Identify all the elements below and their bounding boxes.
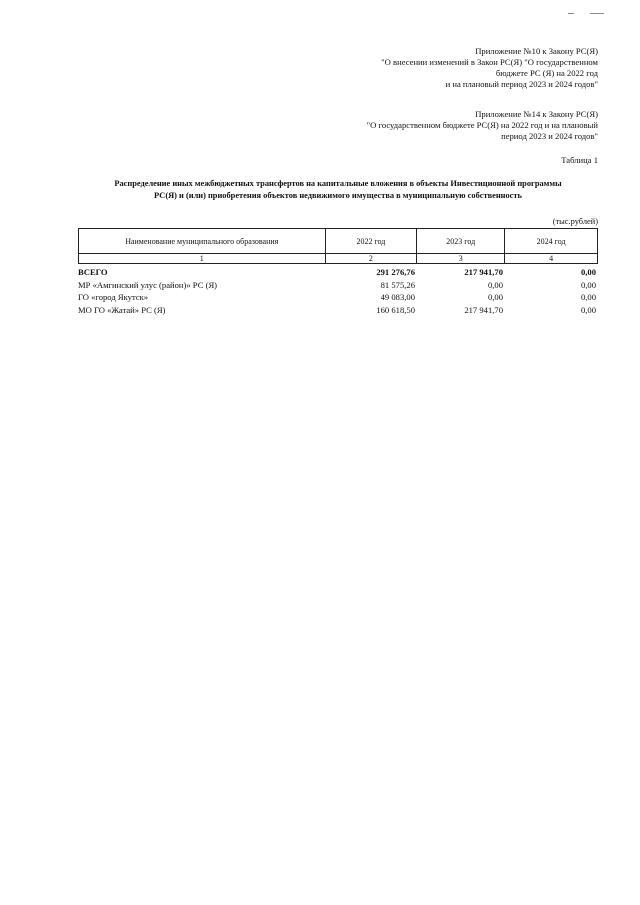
row-value-2022: 81 575,26 bbox=[380, 279, 415, 290]
table-row-total bbox=[78, 266, 598, 279]
document-title bbox=[78, 178, 598, 202]
row-value-2024: 0,00 bbox=[580, 267, 596, 278]
row-value-2023: 0,00 bbox=[487, 279, 503, 290]
header-2024: 2024 год bbox=[505, 229, 598, 254]
row-value-2023: 0,00 bbox=[487, 292, 503, 303]
table-header bbox=[78, 228, 598, 264]
row-name: МО ГО «Жатай» РС (Я) bbox=[78, 304, 166, 315]
row-value-2024: 0,00 bbox=[580, 292, 596, 303]
row-value-2022: 160 618,50 bbox=[376, 304, 415, 315]
table-row bbox=[78, 291, 598, 304]
annex-line: "О государственном бюджете РС(Я) на 2022 год и на плановый bbox=[366, 119, 598, 130]
annex-14-reference bbox=[298, 109, 598, 142]
title-line: РС(Я) и (или) приобретения объектов недвижимого имущества в муниципальную собственность bbox=[154, 191, 522, 200]
row-value-2022: 49 083,00 bbox=[380, 292, 415, 303]
row-value-2023: 217 941,70 bbox=[464, 267, 503, 278]
row-value-2023: 217 941,70 bbox=[464, 304, 503, 315]
annex-line: "О внесении изменений в Закон РС(Я) "О государственном bbox=[381, 56, 598, 67]
row-value-2022: 291 276,76 bbox=[376, 267, 415, 278]
row-name: ВСЕГО bbox=[78, 267, 108, 278]
table-row bbox=[78, 304, 598, 317]
table-body bbox=[78, 266, 598, 316]
column-number: 2 bbox=[325, 254, 417, 264]
table-row bbox=[78, 279, 598, 292]
column-number: 4 bbox=[505, 254, 598, 264]
units-label: (тыс.рублей) bbox=[552, 217, 598, 226]
header-2022: 2022 год bbox=[325, 229, 417, 254]
header-municipality: Наименование муниципального образования bbox=[79, 229, 326, 254]
annex-line: Приложение №10 к Закону РС(Я) bbox=[475, 46, 598, 56]
row-name: МР «Амгинский улус (район)» РС (Я) bbox=[78, 279, 218, 290]
row-name: ГО «город Якутск» bbox=[78, 292, 149, 303]
row-value-2024: 0,00 bbox=[580, 279, 596, 290]
annex-line: Приложение №14 к Закону РС(Я) bbox=[475, 109, 598, 119]
row-value-2024: 0,00 bbox=[580, 304, 596, 315]
scan-mark bbox=[590, 13, 604, 14]
table-label: Таблица 1 bbox=[561, 155, 598, 165]
annex-line: бюджете РС (Я) на 2022 год bbox=[495, 67, 598, 78]
annex-line: и на плановый период 2023 и 2024 годов" bbox=[445, 78, 598, 89]
annex-line: период 2023 и 2024 годов" bbox=[501, 130, 598, 141]
header-2023: 2023 год bbox=[417, 229, 505, 254]
scan-mark bbox=[568, 13, 574, 14]
column-number: 1 bbox=[79, 254, 326, 264]
column-number: 3 bbox=[417, 254, 505, 264]
title-line: Распределение иных межбюджетных трансфертов на капитальные вложения в объекты Инвестиционной программы bbox=[114, 179, 562, 188]
annex-10-reference bbox=[298, 46, 598, 90]
